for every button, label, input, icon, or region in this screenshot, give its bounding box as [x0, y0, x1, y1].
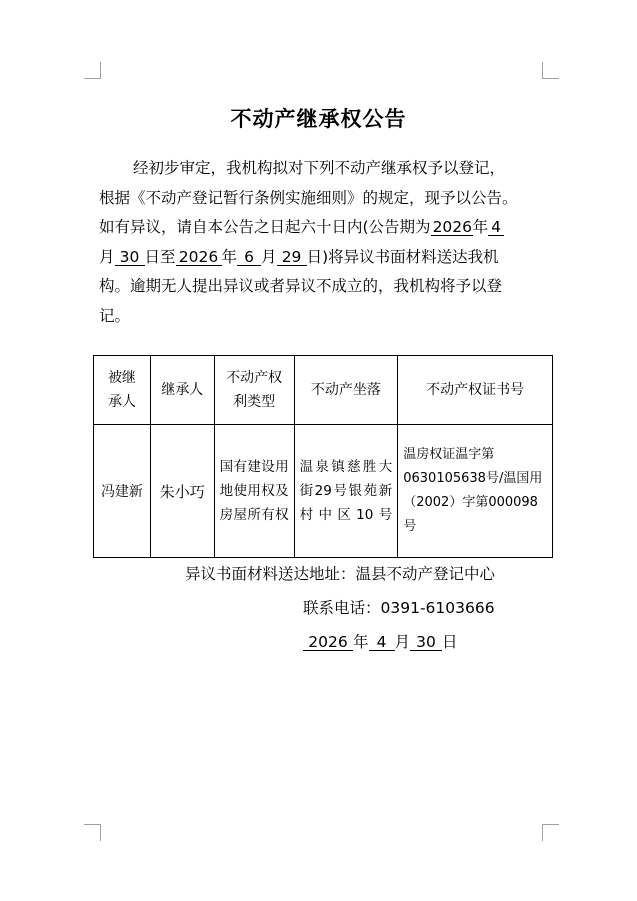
date-day: 30 [410, 634, 442, 651]
header-right-type: 不动产权利类型 [214, 356, 294, 425]
cell-location: 温泉镇慈胜大街29号银苑新村中区10号 [294, 425, 398, 558]
crop-mark-top-left [84, 62, 101, 79]
body-line-3-text: 如有异议，请自本公告之日起六十日内(公告期为 [99, 218, 431, 236]
body-line-2: 根据《不动产登记暂行条例实施细则》的规定，现予以公告。 [99, 188, 518, 207]
header-decedent: 被继承人 [94, 356, 151, 425]
body-line-4-text: 日)将异议书面材料送达我机 [306, 247, 499, 266]
cell-heir: 朱小巧 [150, 425, 214, 558]
body-line-5: 构。逾期无人提出异议或者异议不成立的，我机构将予以登 [99, 277, 503, 295]
month-char: 月 [99, 247, 115, 266]
start-month: 4 [488, 219, 504, 236]
crop-mark-bottom-right [542, 824, 559, 841]
cell-decedent: 冯建新 [94, 425, 151, 558]
end-day: 29 [277, 249, 307, 266]
body-line-6: 记。 [99, 306, 131, 325]
table-header-row [94, 356, 553, 425]
notice-date [303, 630, 458, 652]
start-year: 2026 [432, 218, 473, 236]
date-month: 4 [369, 634, 395, 651]
body-line-1: 经初步审定，我机构拟对下列不动产继承权予以登记， [133, 159, 506, 177]
page-title: 不动产继承权公告 [230, 106, 407, 131]
body-line-4 [99, 243, 551, 273]
end-year: 2026 [176, 249, 222, 266]
table-row [94, 425, 553, 558]
contact-phone: 联系电话：0391-6103666 [303, 599, 495, 617]
end-month-char: 月 [261, 247, 277, 266]
body-line-3 [99, 213, 551, 243]
header-heir: 继承人 [150, 356, 214, 425]
crop-mark-top-right [542, 62, 559, 79]
start-day: 30 [115, 249, 145, 266]
end-month: 6 [237, 249, 261, 266]
cell-right-type: 国有建设用地使用权及房屋所有权 [214, 425, 294, 558]
inheritance-table [93, 355, 553, 558]
header-location: 不动产坐落 [294, 356, 398, 425]
date-day-char: 日 [442, 633, 458, 651]
header-certificate: 不动产权证书号 [398, 356, 553, 425]
year-char: 年 [472, 218, 489, 236]
cell-certificate: 温房权证温字第0630105638号/温国用（2002）字第000098号 [398, 425, 553, 558]
notice-body [99, 154, 551, 331]
date-year: 2026 [303, 634, 353, 651]
date-year-char: 年 [353, 633, 369, 651]
crop-mark-bottom-left [84, 824, 101, 841]
end-year-char: 年 [221, 247, 238, 266]
delivery-address: 异议书面材料送达地址：温县不动产登记中心 [185, 565, 496, 583]
date-month-char: 月 [394, 633, 411, 651]
day-to: 日至 [144, 247, 176, 266]
